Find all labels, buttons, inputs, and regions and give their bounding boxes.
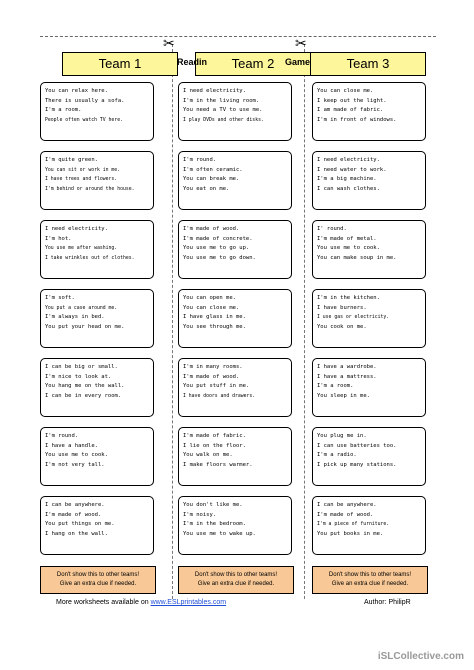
- clue-line: I'm a room.: [317, 383, 354, 389]
- clue-line: You use me to go down.: [183, 254, 256, 261]
- riddle-card: [40, 289, 154, 348]
- clue-line: I need electricity.: [317, 157, 380, 163]
- clue-line: I have burners.: [317, 304, 367, 311]
- clue-line: I need water to work.: [317, 166, 387, 173]
- clue-line: You use me to cook.: [45, 452, 108, 458]
- note-warning: Don't show this to other teams!: [328, 572, 412, 578]
- riddle-card: [178, 358, 292, 417]
- team-3-header: Team 3: [310, 52, 426, 76]
- riddle-card: [178, 82, 292, 141]
- clue-line: I have glass in me.: [183, 314, 246, 320]
- clue-line: I'm made of wood.: [45, 511, 102, 518]
- riddle-card: [312, 358, 426, 417]
- clue-line: I make floors warmer.: [183, 461, 253, 468]
- clue-line: You sleep in me.: [317, 392, 370, 399]
- riddle-card: [40, 220, 154, 279]
- clue-line: You can relax here.: [45, 88, 108, 94]
- clue-line: You use me to go up.: [183, 245, 250, 251]
- clue-line: You use me after washing.: [45, 246, 118, 251]
- clue-line: I'm often ceramic.: [183, 166, 243, 173]
- clue-line: I'm a radio.: [317, 452, 357, 458]
- clue-line: I'm always in bed.: [45, 314, 105, 320]
- clue-line: I'm noisy.: [183, 511, 217, 518]
- clue-line: I pick up many stations.: [317, 461, 397, 468]
- clue-line: I'm not very tall.: [45, 461, 105, 468]
- clue-line: I need electricity.: [45, 226, 108, 232]
- riddle-card: [312, 151, 426, 210]
- clue-line: I'm in many rooms.: [183, 364, 243, 370]
- clue-line: I'm behind or around the house.: [45, 186, 135, 192]
- note-hint: Give an extra clue if needed.: [59, 581, 137, 587]
- clue-line: I have a wardrobe.: [317, 364, 377, 370]
- clue-line: I'm made of concrete.: [183, 235, 253, 242]
- note-warning: Don't show this to other teams!: [56, 572, 140, 578]
- clue-line: I'm round.: [45, 433, 79, 439]
- clue-line: I'm made of wood.: [183, 226, 240, 232]
- team-note-2: [178, 566, 294, 594]
- riddle-card: [178, 496, 292, 555]
- clue-line: You put a case around me.: [45, 305, 118, 311]
- scissors-icon: ✂: [163, 35, 175, 51]
- note-hint: Give an extra clue if needed.: [331, 581, 409, 587]
- clue-line: I'm a piece of furniture.: [317, 522, 390, 527]
- clue-line: You hang me on the wall.: [45, 383, 125, 389]
- riddle-card: [178, 151, 292, 210]
- clue-line: You need a TV to use me.: [183, 107, 263, 113]
- riddle-card: [40, 427, 154, 486]
- clue-line: I'm soft.: [45, 295, 75, 301]
- clue-line: You put books in me.: [317, 530, 384, 537]
- clue-line: I'm a big machine.: [317, 176, 377, 182]
- clue-line: You cook on me.: [317, 323, 367, 330]
- clue-line: I'm in the kitchen.: [317, 295, 380, 301]
- clue-line: I keep out the light.: [317, 97, 387, 104]
- clue-line: I need electricity.: [183, 88, 246, 94]
- watermark: iSLCollective.com: [377, 651, 464, 662]
- riddle-card: [312, 220, 426, 279]
- clue-line: I can be anywhere.: [45, 502, 105, 508]
- title-fragment-right: Game: [285, 57, 311, 67]
- clue-line: I can be anywhere.: [317, 502, 377, 508]
- riddle-card: [40, 496, 154, 555]
- note-hint: Give an extra clue if needed.: [197, 581, 275, 587]
- riddle-card: [40, 358, 154, 417]
- clue-line: I'm in front of windows.: [317, 116, 397, 123]
- clue-line: I have trees and flowers.: [45, 177, 118, 182]
- clue-line: I can be big or small.: [45, 364, 118, 370]
- scissors-icon: ✂: [295, 35, 307, 51]
- clue-line: You can close me.: [183, 304, 240, 311]
- clue-line: There is usually a sofa.: [45, 97, 125, 104]
- column-divider-1: [172, 44, 173, 599]
- riddle-card: [312, 427, 426, 486]
- clue-line: You use me to cook.: [317, 245, 380, 251]
- clue-line: I'm quite green.: [45, 157, 98, 163]
- clue-line: I hang on the wall.: [45, 530, 108, 537]
- clue-line: People often watch TV here.: [45, 117, 123, 123]
- clue-line: I'm nice to look at.: [45, 373, 112, 380]
- riddle-card: [312, 82, 426, 141]
- footer-credit: [56, 599, 226, 606]
- clue-line: I have doors and drawers.: [183, 393, 256, 399]
- title-fragment-left: Readin: [177, 57, 208, 67]
- clue-line: I take wrinkles out of clothes.: [45, 255, 135, 261]
- clue-line: I am made of fabric.: [317, 107, 384, 113]
- riddle-card: [178, 289, 292, 348]
- note-warning: Don't show this to other teams!: [194, 572, 278, 578]
- clue-line: You walk on me.: [183, 452, 233, 458]
- clue-line: I'm in the bedroom.: [183, 521, 246, 527]
- clue-line: I'm made of wood.: [317, 511, 374, 518]
- footer-author: Author: PhilipR: [364, 599, 411, 606]
- clue-line: I have a handle.: [45, 442, 98, 449]
- clue-line: You put your head on me.: [45, 323, 125, 330]
- clue-line: You eat on me.: [183, 185, 230, 192]
- clue-line: I have a mattress.: [317, 373, 377, 380]
- clue-line: I lie on the floor.: [183, 442, 246, 449]
- clue-line: I'm in the living room.: [183, 97, 260, 104]
- riddle-card: [312, 496, 426, 555]
- team-2-header: Team 2: [195, 52, 311, 76]
- clue-line: I can be in every room.: [45, 392, 122, 399]
- clue-line: You can close me.: [317, 88, 374, 94]
- clue-line: You plug me in.: [317, 433, 367, 439]
- column-divider-2: [304, 44, 305, 599]
- eslprintables-link[interactable]: www.ESLprintables.com: [150, 599, 227, 606]
- footer-prefix: More worksheets available on: [56, 599, 151, 606]
- clue-line: You can open me.: [183, 295, 236, 301]
- clue-line: I can use batteries too.: [317, 442, 397, 449]
- team-note-3: [312, 566, 428, 594]
- clue-line: I'm made of fabric.: [183, 433, 246, 439]
- clue-line: I can wash clothes.: [317, 185, 380, 192]
- clue-line: I play DVDs and other disks.: [183, 117, 264, 123]
- riddle-card: [178, 427, 292, 486]
- clue-line: I'm made of wood.: [183, 373, 240, 380]
- clue-line: You don't like me.: [183, 502, 243, 508]
- page-top-line: [40, 36, 436, 37]
- clue-line: You put stuff in me.: [183, 383, 250, 389]
- clue-line: I'm made of metal.: [317, 235, 377, 242]
- riddle-card: [40, 151, 154, 210]
- clue-line: You can make soup in me.: [317, 254, 397, 261]
- team-note-1: [40, 566, 156, 594]
- riddle-card: [40, 82, 154, 141]
- riddle-card: [178, 220, 292, 279]
- clue-line: I' round.: [317, 226, 347, 232]
- clue-line: I'm hot.: [45, 235, 72, 242]
- clue-line: You use me to wake up.: [183, 530, 256, 537]
- clue-line: You put things on me.: [45, 521, 115, 527]
- clue-line: I'm a room.: [45, 107, 82, 113]
- riddle-card: [312, 289, 426, 348]
- clue-line: I use gas or electricity.: [317, 315, 390, 320]
- clue-line: You can break me.: [183, 176, 240, 182]
- clue-line: You see through me.: [183, 323, 246, 330]
- clue-line: You can sit or work in me.: [45, 167, 121, 173]
- clue-line: I'm round.: [183, 157, 217, 163]
- team-1-header: Team 1: [62, 52, 178, 76]
